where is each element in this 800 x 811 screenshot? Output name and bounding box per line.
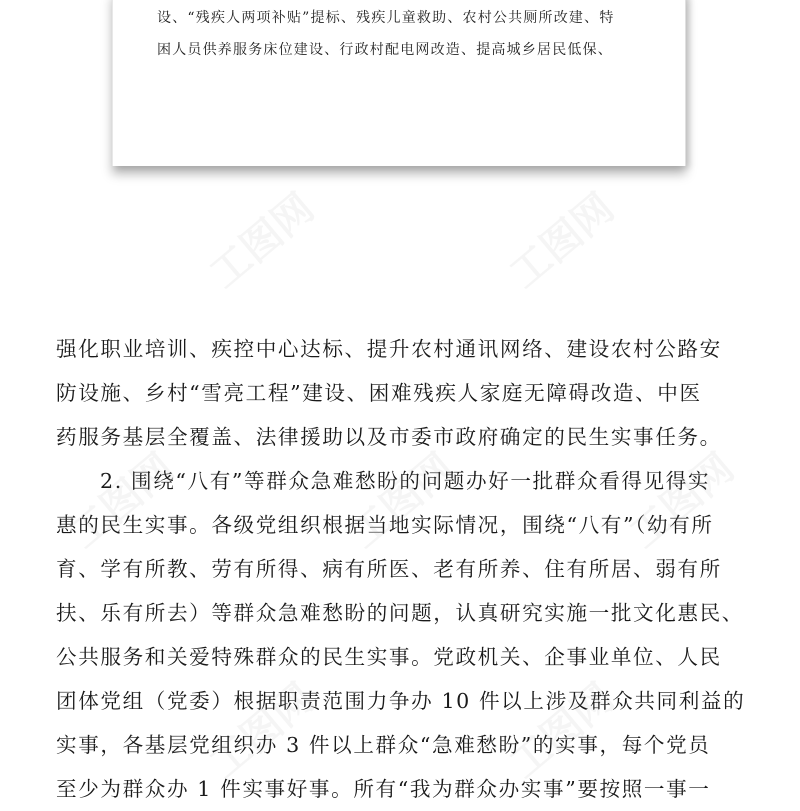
body-line: 团体党组（党委）根据职责范围力争办 10 件以上涉及群众共同利益的 [56,689,746,713]
body-line: 育、学有所教、劳有所得、病有所医、老有所养、住有所居、弱有所 [56,557,722,581]
watermark-logo: 工图网 [61,444,183,558]
body-line: 强化职业培训、疾控中心达标、提升农村通讯网络、建设农村公路安 [56,337,722,361]
previous-page-line: 困人员供养服务床位建设、行政村配电网改造、提高城乡居民低保、 [157,42,613,58]
body-line: 实事，各基层党组织办 3 件以上群众“急难愁盼”的实事，每个党员 [56,733,711,757]
watermark-logo: 工图网 [201,674,323,788]
body-line: 公共服务和关爱特殊群众的民生实事。党政机关、企事业单位、人民 [56,645,722,669]
document-body [56,327,746,811]
body-line: 扶、乐有所去）等群众急难愁盼的问题，认真研究实施一批文化惠民、 [56,601,745,625]
body-line-section-2: 2. 围绕“八有”等群众急难愁盼的问题办好一批群众看得见得实 [100,469,711,493]
body-line: 防设施、乡村“雪亮工程”建设、困难残疾人家庭无障碍改造、中医 [56,381,702,405]
body-line: 惠的民生实事。各级党组织根据当地实际情况，围绕“八有”（幼有所 [56,513,714,537]
watermark-logo: 工图网 [501,674,623,788]
body-line: 药服务基层全覆盖、法律援助以及市委市政府确定的民生实事任务。 [56,425,722,449]
watermark-logo: 工图网 [621,444,743,558]
watermark-logo: 工图网 [501,184,623,298]
watermark-logo: 工图网 [201,184,323,298]
previous-page-line: 设、“残疾人两项补贴”提标、残疾儿童救助、农村公共厕所改建、特 [157,10,615,26]
body-line: 至少为群众办 1 件实事好事。所有“我为群众办实事”要按照一事一 [56,777,711,801]
watermark-logo: 工图网 [341,444,463,558]
